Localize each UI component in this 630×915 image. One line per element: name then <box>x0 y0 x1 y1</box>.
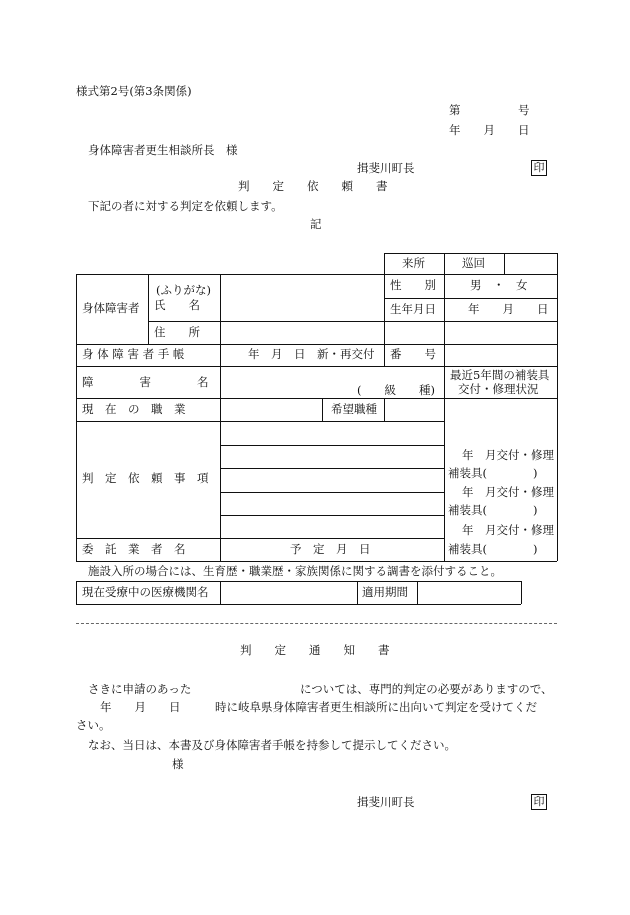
label-seinengappi: 生年月日 <box>390 302 436 316</box>
raisho-option: 来所 <box>402 256 425 270</box>
attachment-note: 施設入所の場合には、生育歴・職業歴・家族関係に関する調書を添付すること。 <box>88 564 502 578</box>
request-title: 判 定 依 頼 書 <box>238 179 388 193</box>
kyu-shu: ( 級 種) <box>357 383 435 397</box>
label-shimei: 氏 名 <box>154 298 200 312</box>
issuer: 揖斐川町長 <box>357 161 415 175</box>
label-yotei: 予 定 月 日 <box>290 542 371 556</box>
kofu-shuri-3: 年 月交付・修理 <box>462 523 554 537</box>
junkai-option: 巡回 <box>462 256 485 270</box>
label-medical-institution: 現在受療中の医療機関名 <box>82 585 209 599</box>
label-shintai-shogaisha: 身体障害者 <box>82 301 140 315</box>
seibetsu-value: 男 ・ 女 <box>470 278 528 292</box>
label-techo: 身 体 障 害 者 手 帳 <box>82 347 185 361</box>
label-period: 適用期間 <box>362 585 408 599</box>
ki-label: 記 <box>310 217 322 231</box>
sogu-1: 補装具( ) <box>448 466 538 480</box>
kofu-shuri-1: 年 月交付・修理 <box>462 448 554 462</box>
notice-line-3: さい。 <box>76 718 111 732</box>
notice-seal-mark: 印 <box>531 794 547 810</box>
label-jusho: 住 所 <box>154 325 200 339</box>
request-intro: 下記の者に対する判定を依頼します。 <box>88 199 283 213</box>
addressee: 身体障害者更生相談所長 様 <box>88 143 238 157</box>
cut-line <box>76 623 557 624</box>
label-shogaimei: 障 害 名 <box>82 375 209 389</box>
sogu-2: 補装具( ) <box>448 503 538 517</box>
notice-issuer: 揖斐川町長 <box>357 795 415 809</box>
label-itaku: 委 託 業 者 名 <box>82 542 186 556</box>
label-kibo-shokushu: 希望職種 <box>331 402 377 416</box>
form-number: 様式第2号(第3条関係) <box>76 84 192 98</box>
kofu-shuri-2: 年 月交付・修理 <box>462 485 554 499</box>
seal-mark: 印 <box>531 160 547 176</box>
label-irai-jiko: 判 定 依 頼 事 項 <box>82 471 209 485</box>
notice-line-1b: については、専門的判定の必要がありますので、 <box>300 682 553 696</box>
notice-title: 判 定 通 知 書 <box>240 643 390 657</box>
notice-line-2: 年 月 日 時に岐阜県身体障害者更生相談所に出向いて判定を受けてくだ <box>100 700 537 714</box>
notice-line-4: なお、当日は、本書及び身体障害者手帳を持参して提示してください。 <box>88 738 456 752</box>
label-furigana: (ふりがな) <box>156 283 211 297</box>
saikin-heading-2: 交付・修理状況 <box>458 382 539 396</box>
notice-line-1a: さきに申請のあった <box>88 682 192 696</box>
techo-date: 年 月 日 新・再交付 <box>248 347 375 361</box>
document-date: 年 月 日 <box>449 123 530 137</box>
label-shokugyo: 現 在 の 職 業 <box>82 402 186 416</box>
document-number: 第 号 <box>449 103 530 117</box>
label-seibetsu: 性 別 <box>390 278 436 292</box>
label-bango: 番 号 <box>390 347 436 361</box>
notice-sama: 様 <box>172 757 184 771</box>
saikin-heading-1: 最近5年間の補装具 <box>450 368 550 382</box>
sogu-3: 補装具( ) <box>448 542 538 556</box>
seinengappi-value: 年 月 日 <box>468 302 549 316</box>
